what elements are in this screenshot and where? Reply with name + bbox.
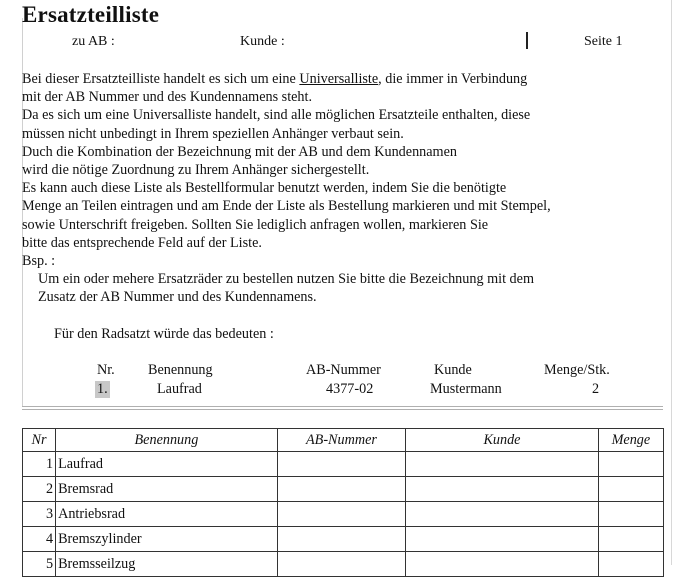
row-kunde-cell[interactable] [406,477,599,502]
row-nr: 4 [23,527,56,552]
intro-line: wird die nötige Zuordnung zu Ihrem Anhänger sichergestellt. [22,162,370,179]
parts-table [22,428,664,577]
example-row-nr: 1. [97,381,108,397]
row-menge-cell[interactable] [598,527,663,552]
section-divider [22,406,663,407]
intro-line: müssen nicht unbedingt in Ihrem speziellen Anhänger verbaut sein. [22,125,404,142]
column-header-benennung: Benennung [56,429,278,452]
example-row-benennung: Laufrad [157,381,202,397]
row-benennung: Bremsrad [56,477,278,502]
section-divider [22,409,663,410]
table-header-row [23,429,664,452]
row-menge-cell[interactable] [598,552,663,577]
row-benennung: Bremszylinder [56,527,278,552]
row-kunde-cell[interactable] [406,552,599,577]
row-menge-cell[interactable] [598,502,663,527]
row-benennung: Laufrad [56,452,278,477]
row-menge-cell[interactable] [598,452,663,477]
row-kunde-cell[interactable] [406,452,599,477]
example-lead: Für den Radsatzt würde das bedeuten : [54,326,274,342]
universalliste-underlined: Universalliste [299,71,379,87]
intro-text [22,70,667,307]
table-row [23,552,664,577]
column-header-nr: Nr [23,429,56,452]
row-menge-cell[interactable] [598,477,663,502]
example-row-ab: 4377-02 [326,381,374,397]
intro-line: Zusatz der AB Nummer und des Kundennamens. [38,289,317,306]
example-row-kunde: Mustermann [430,381,502,397]
intro-line: Bei dieser Ersatzteilliste handelt es sich um eine Universalliste, die immer in Verbindung [22,71,528,87]
column-header-ab: AB-Nummer [277,429,405,452]
document-title: Ersatzteilliste [22,2,160,27]
example-label: Bsp. : [22,253,56,270]
intro-line: Menge an Teilen eintragen und am Ende der Liste als Bestellung markieren und mit Stempel, [22,198,551,215]
intro-line: bitte das entsprechende Feld auf der Liste. [22,234,262,251]
row-ab-cell[interactable] [277,552,405,577]
example-header-nr: Nr. [97,362,115,378]
table-row [23,502,664,527]
row-benennung: Antriebsrad [56,502,278,527]
ab-label: zu AB : [72,34,115,49]
column-header-menge: Menge [598,429,663,452]
example-header-benennung: Benennung [148,362,213,378]
row-benennung: Bremsseilzug [56,552,278,577]
intro-line: Es kann auch diese Liste als Bestellformular benutzt werden, indem Sie die benötigte [22,180,507,197]
page-number: Seite 1 [584,34,623,49]
row-ab-cell[interactable] [277,452,405,477]
row-nr: 2 [23,477,56,502]
example-row-menge: 2 [592,381,600,397]
intro-line: mit der AB Nummer und des Kundennamens steht. [22,89,313,106]
example-header-ab: AB-Nummer [306,362,381,378]
text-cursor [526,32,528,49]
row-nr: 3 [23,502,56,527]
intro-line: sowie Unterschrift freigeben. Sollten Sie lediglich anfragen wollen, markieren Sie [22,216,489,233]
example-header-kunde: Kunde [434,362,472,378]
row-ab-cell[interactable] [277,527,405,552]
intro-line: Um ein oder mehere Ersatzräder zu bestellen nutzen Sie bitte die Bezeichnung mit dem [38,271,534,288]
table-row [23,452,664,477]
row-kunde-cell[interactable] [406,502,599,527]
kunde-label: Kunde : [240,34,285,49]
row-nr: 5 [23,552,56,577]
table-row [23,477,664,502]
table-row [23,527,664,552]
column-header-kunde: Kunde [406,429,599,452]
example-header-menge: Menge/Stk. [544,362,610,378]
row-ab-cell[interactable] [277,502,405,527]
row-ab-cell[interactable] [277,477,405,502]
intro-line: Da es sich um eine Universalliste handelt, sind alle möglichen Ersatzteile enthalten, diese [22,107,531,124]
row-nr: 1 [23,452,56,477]
row-kunde-cell[interactable] [406,527,599,552]
intro-line: Duch die Kombination der Bezeichnung mit der AB und dem Kundennamen [22,143,457,160]
